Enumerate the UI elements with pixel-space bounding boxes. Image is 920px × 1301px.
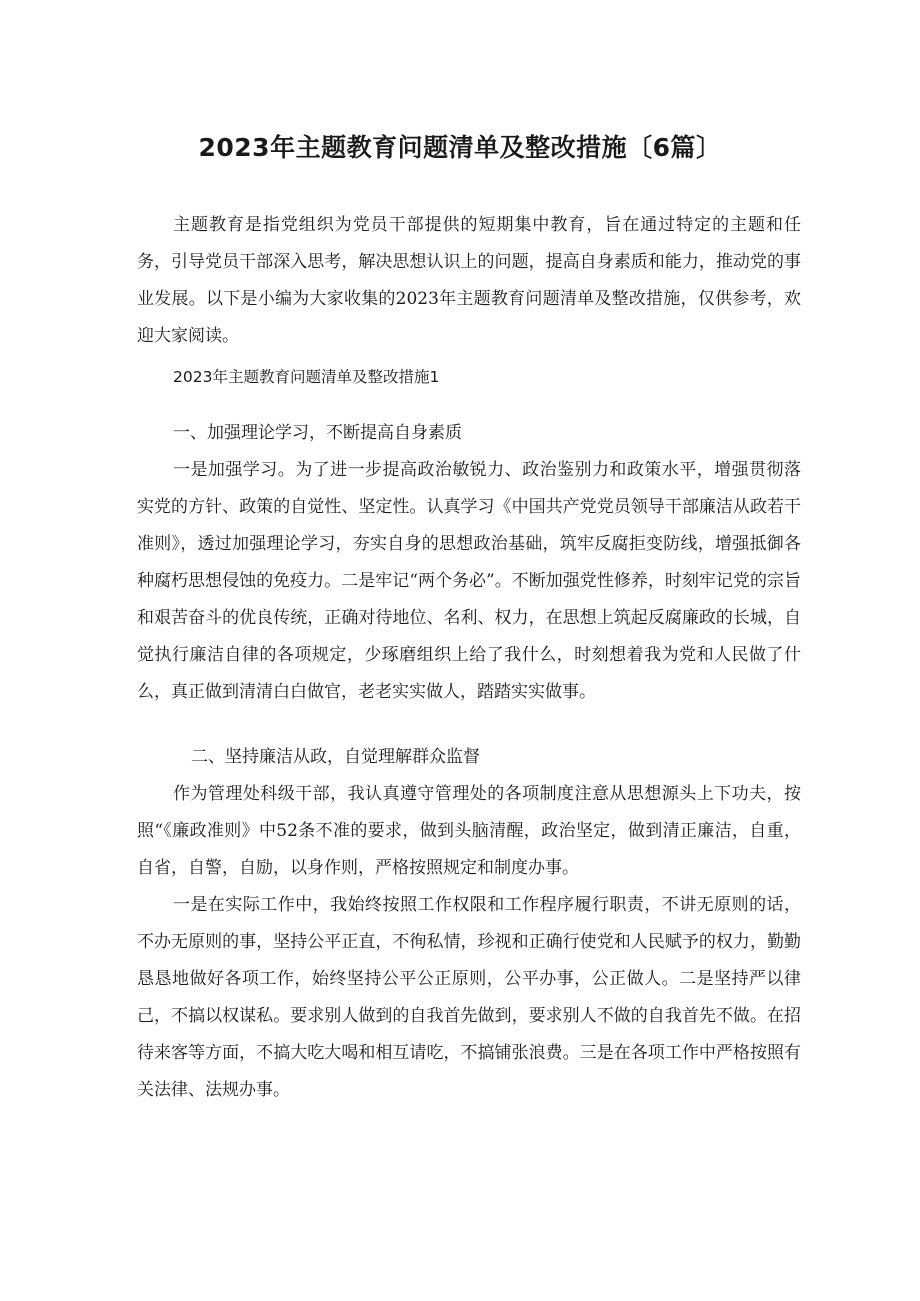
intro-paragraph: 主题教育是指党组织为党员干部提供的短期集中教育，旨在通过特定的主题和任务，引导党员干部深入思考，解决思想认识上的问题，提高自身素质和能力，推动党的事业发展。以下是小编为大家收集的2023年主题教育问题清单及整改措施，仅供参考，欢迎大家阅读。 — [137, 215, 801, 346]
section-2-paragraph-1: 作为管理处科级干部，我认真遵守管理处的各项制度注意从思想源头上下功夫，按照“《廉政准则》中52条不准的要求，做到头脑清醒，政治坚定，做到清正廉洁，自重，自省，自警，自励，以身作则，严格按照规定和制度办事。 — [137, 784, 801, 878]
intro-block — [137, 207, 801, 355]
section-2-heading: 二、坚持廉洁从政，自觉理解群众监督 — [191, 747, 480, 767]
article-heading-block — [137, 359, 801, 396]
article-heading: 2023年主题教育问题清单及整改措施1 — [173, 368, 440, 386]
section-1 — [137, 415, 801, 711]
section-1-paragraph: 一是加强学习。为了进一步提高政治敏锐力、政治鉴别力和政策水平，增强贯彻落实党的方针、政策的自觉性、坚定性。认真学习《中国共产党党员领导干部廉洁从政若干准则》，透过加强理论学习，夯实自身的思想政治基础，筑牢反腐拒变防线，增强抵御各种腐朽思想侵蚀的免疫力。二是牢记“两个务必”。不断加强党性修养，时刻牢记党的宗旨和艰苦奋斗的优良传统，正确对待地位、名利、权力，在思想上筑起反腐廉政的长城，自觉执行廉洁自律的各项规定，少琢磨组织上给了我什么，时刻想着我为党和人民做了什么，真正做到清清白白做官，老老实实做人，踏踏实实做事。 — [137, 460, 801, 702]
section-2 — [137, 739, 801, 1109]
section-2-paragraph-2: 一是在实际工作中，我始终按照工作权限和工作程序履行职责，不讲无原则的话，不办无原则的事，坚持公平正直，不徇私情，珍视和正确行使党和人民赋予的权力，勤勤恳恳地做好各项工作，始终坚持公平公正原则，公平办事，公正做人。二是坚持严以律己，不搞以权谋私。要求别人做到的自我首先做到，要求别人不做的自我首先不做。在招待来客等方面，不搞大吃大喝和相互请吃，不搞铺张浪费。三是在各项工作中严格按照有关法律、法规办事。 — [137, 895, 801, 1100]
section-1-heading: 一、加强理论学习，不断提高自身素质 — [173, 423, 462, 443]
document-title: 2023年主题教育问题清单及整改措施〔6篇〕 — [198, 133, 722, 162]
